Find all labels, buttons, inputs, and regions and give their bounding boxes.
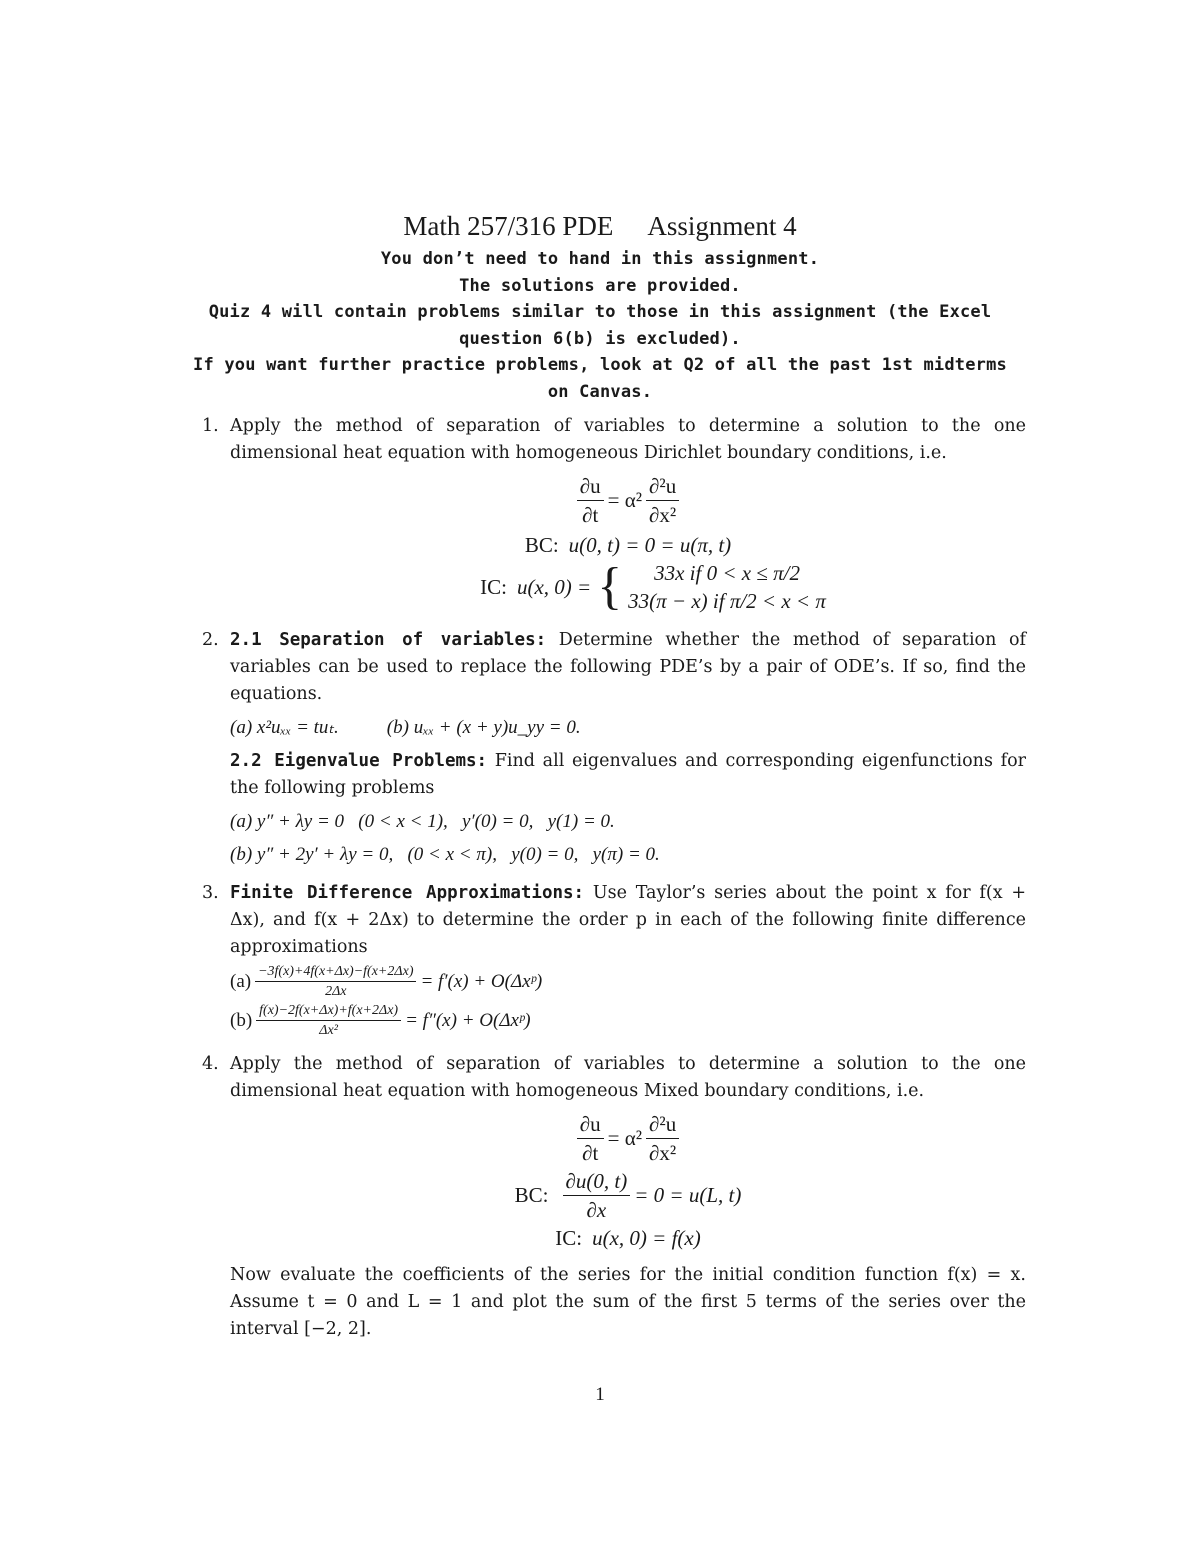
course-title: Math 257/316 PDE [403,211,614,241]
notice-line: You don’t need to hand in this assignment. [380,249,820,269]
notice-line: on Canvas. [547,381,653,402]
heat-equation: $\frac{\partial u}{\partial t}$ = α² $\frac{\text{∂²u}}{\text{∂x²}}$ [230,473,1026,528]
pde-options: (a) x²uₓₓ = tuₜ. (b) uₓₓ + (x + y)u_yy = 0. [230,717,581,738]
eigen-problem-b: (b) y″ + 2y′ + λy = 0, (0 < x < π), y(0) = 0, y(π) = 0. [230,844,660,865]
problem-list [196,413,1026,1343]
notice-line: question 6(b) is excluded). [459,328,741,349]
problem-1 [196,413,1026,615]
page-number: 1 [595,1384,605,1405]
eigen-problem-a: (a) y″ + λy = 0 (0 < x < 1), y′(0) = 0, y(1) = 0. [230,811,615,832]
problem-text: Apply the method of separation of variables to determine a solution to the one dimensional heat equation with homogeneous Dirichlet boundary conditions, i.e. [230,416,1026,463]
document-header [0,206,1200,405]
problem-followup: Now evaluate the coefficients of the series for the initial condition function f(x) = x. Assume t = 0 and L = 1 and plot the sum of the first 5 terms of the series over the interval [−2, 2]. [230,1265,1026,1339]
assignment-title: Assignment 4 [647,211,797,241]
problem-4 [196,1051,1026,1343]
piecewise-cases: 33x if 0 < x ≤ π/2 33(π − x) if π/2 < x < π [628,561,826,613]
difference-formula-b: (b) $\frac{f(x)-2f(x+\Delta x)+f(x+2\Delta x)}{\text{Δx²}}$ = f″(x) + O(Δxᵖ) [230,1003,531,1038]
problem-number: 1. [202,416,219,436]
problem-number: 3. [202,883,219,903]
section-heading: 2.1 Separation of variables: [230,630,547,650]
problem-2 [196,627,1026,868]
problem-3 [196,880,1026,1039]
document-title [0,206,1200,246]
notice-line: The solutions are provided. [459,275,741,296]
problem-text: Determine whether the method of separation of variables can be used to replace the following PDE’s by a pair of ODE’s. If so, find the equations. [230,630,1026,704]
left-brace: { [597,558,623,615]
notice-line: Quiz 4 will contain problems similar to those in this assignment (the Excel [208,302,992,322]
notice-line: If you want further practice problems, look at Q2 of all the past 1st midterms [193,355,1007,375]
section-heading: Finite Difference Approximations: [230,883,585,903]
problem-number: 2. [202,630,219,650]
boundary-condition: BC: u(0, t) = 0 = u(π, t) [524,533,732,557]
problem-number: 4. [202,1054,219,1074]
heat-equation: $\frac{\partial u}{\partial t}$ = α² $\frac{\text{∂²u}}{\text{∂x²}}$ [230,1111,1026,1166]
problem-text: Find all eigenvalues and corresponding eigenfunctions for the following problems [230,751,1026,798]
initial-condition: IC: u(x, 0) = { 33x if 0 < x ≤ π/2 33(π − x) if π/2 < x < π [480,558,826,615]
problem-text: Use Taylor’s series about the point x for f(x + Δx), and f(x + 2Δx) to determine the order p in each of the following finite difference approximations [230,883,1026,957]
difference-formula-a: (a) $\frac{-3f(x)+4f(x+\Delta x)-f(x+2\Delta x)}{2\Delta x}$ = f′(x) + O(Δxᵖ) [230,964,543,999]
problem-text: Apply the method of separation of variables to determine a solution to the one dimensional heat equation with homogeneous Mixed boundary conditions, i.e. [230,1054,1026,1101]
section-heading: 2.2 Eigenvalue Problems: [230,751,488,771]
initial-condition: IC: u(x, 0) = f(x) [555,1226,701,1250]
boundary-condition: BC: $\frac{\partial u(0, t)}{\partial x}$ = 0 = u(L, t) [514,1169,742,1222]
